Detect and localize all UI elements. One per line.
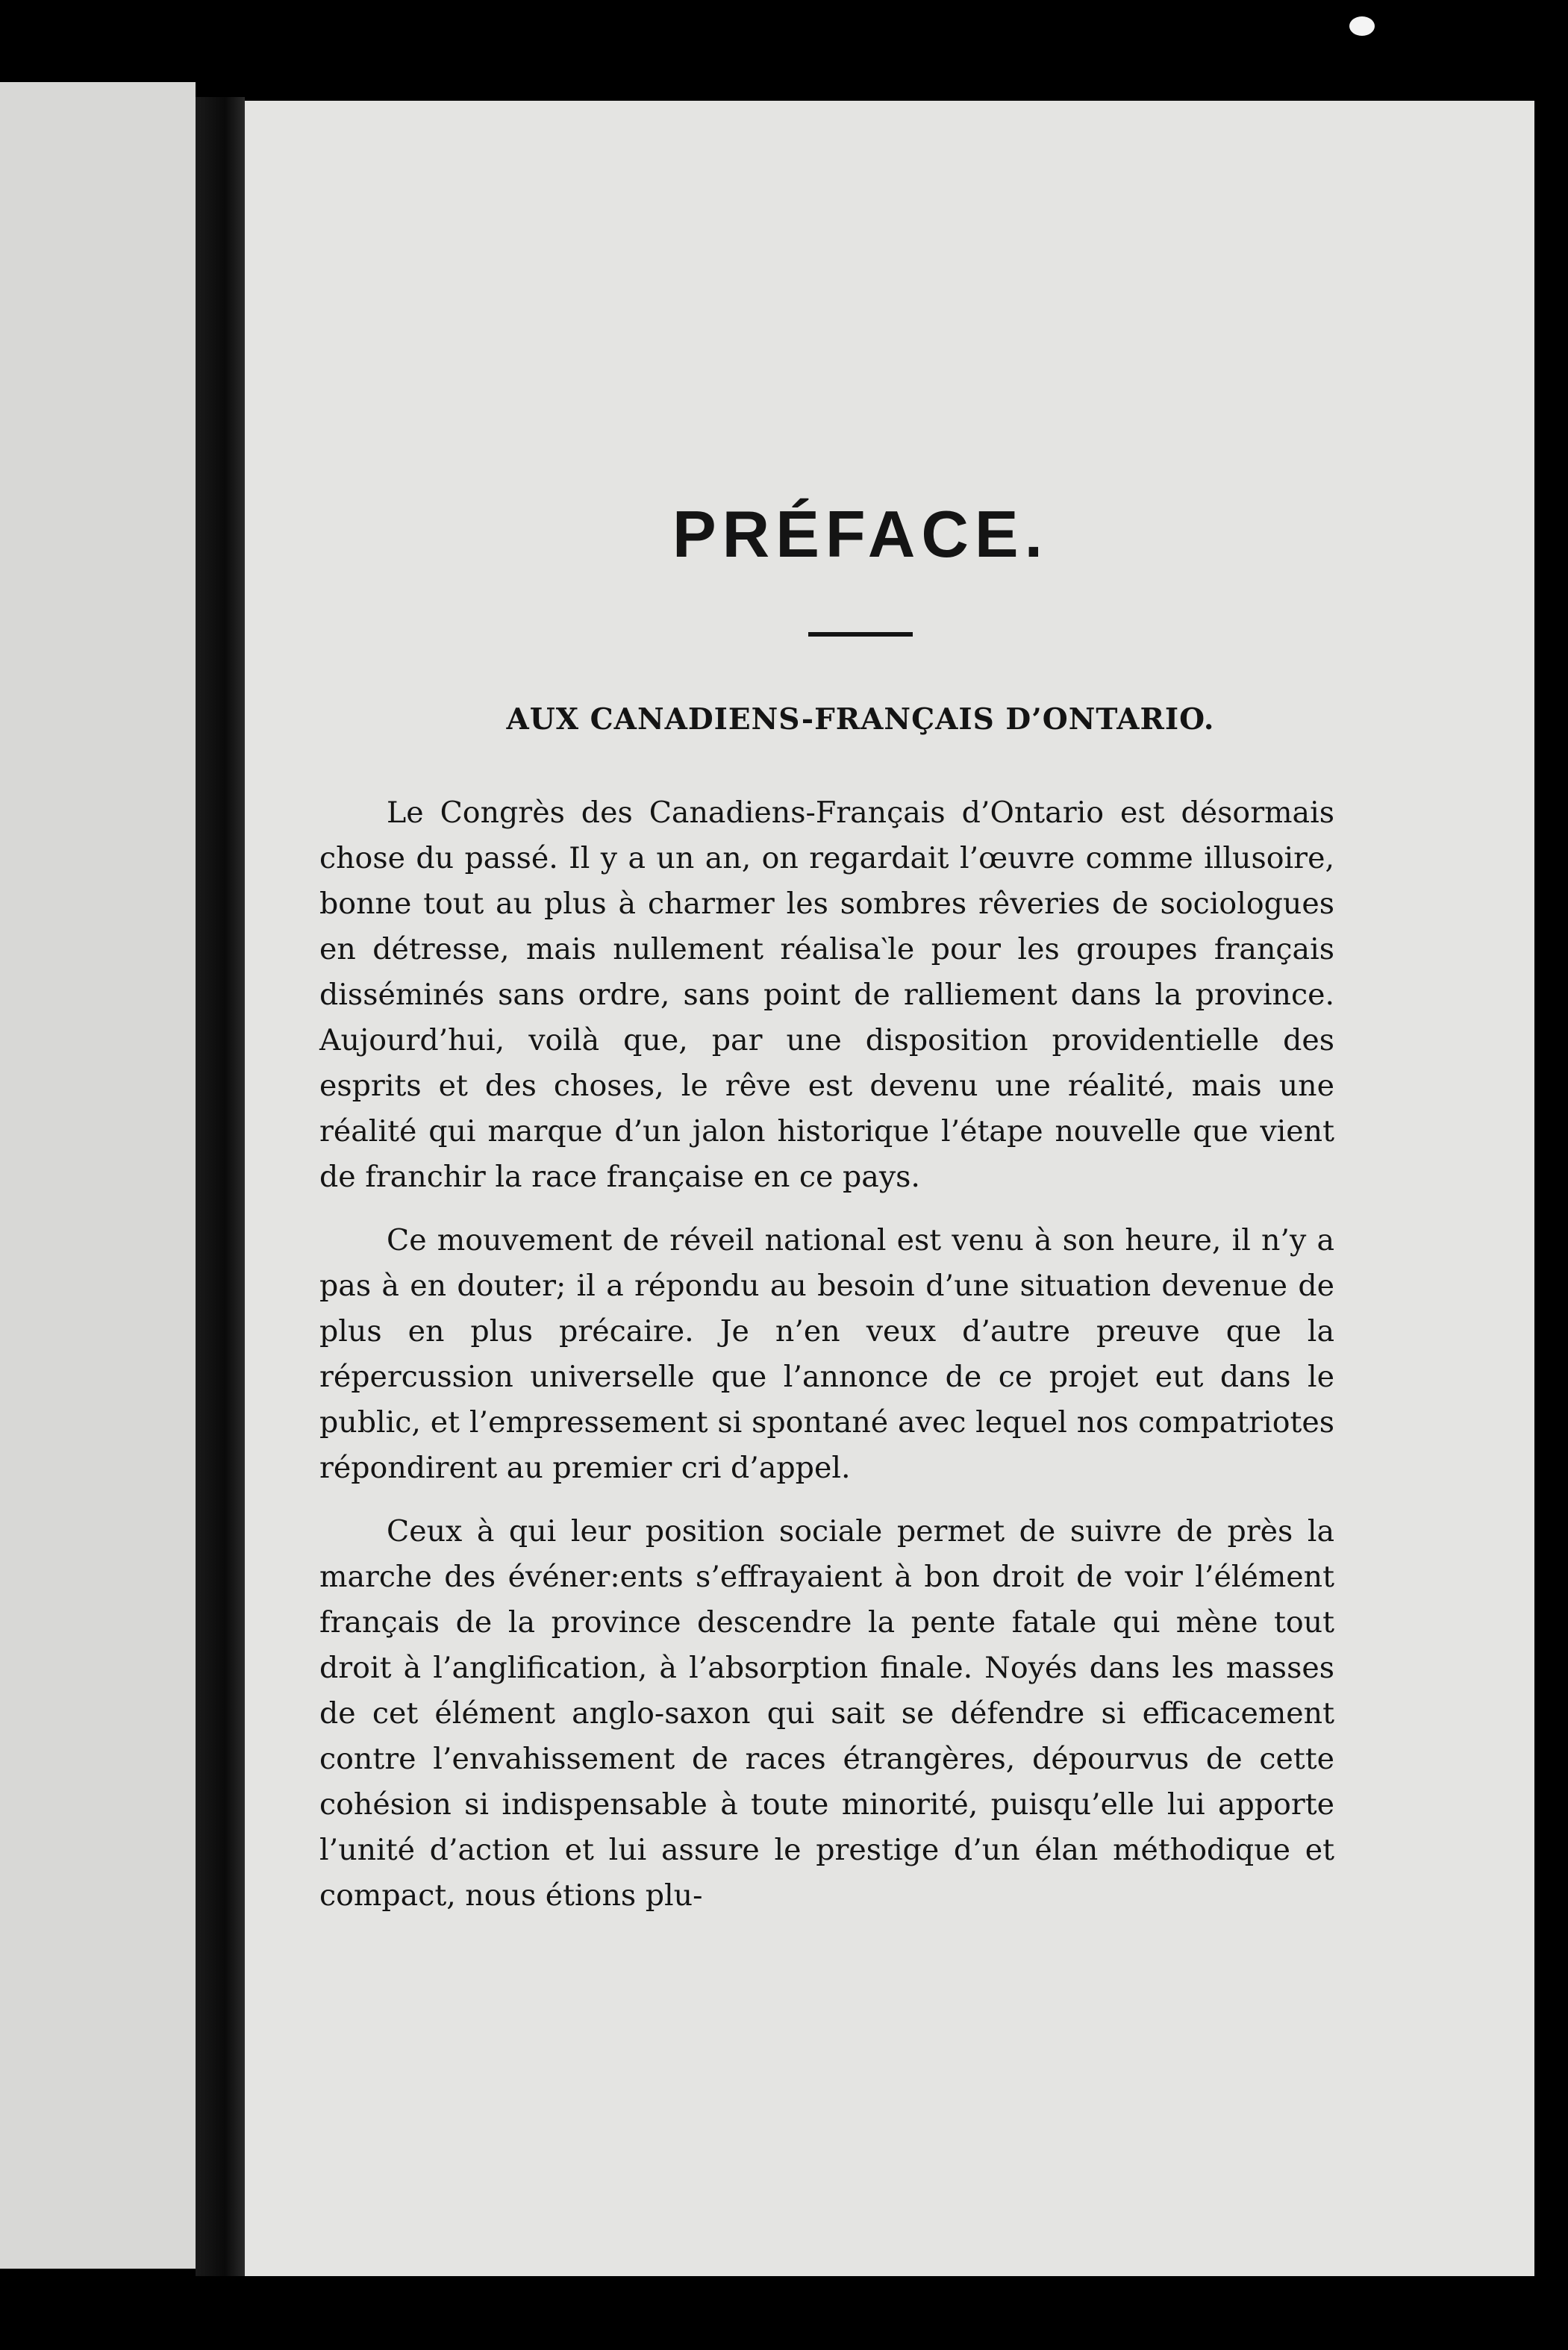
page-content [319, 496, 1334, 1913]
page-subtitle: AUX CANADIENS-FRANÇAIS D’ONTARIO. [506, 702, 1215, 737]
main-page [245, 101, 1534, 2276]
page-title: PRÉFACE. [672, 497, 1049, 571]
left-facing-page [0, 82, 196, 2269]
body-text [319, 790, 1334, 1913]
title-divider [808, 632, 913, 637]
scan-speck [1349, 16, 1375, 36]
paragraph-3: Ceux à qui leur position sociale permet de suivre de près la marche des événer:ents s’effrayaient à bon droit de voir l’élément français de la province descendre la pente fatale qui mène tout droit à l’anglification, à l’absorption finale. Noyés dans les masses de cet élément anglo-saxon qui sait se défendre si efficacement contre l’envahissement de races étrangères, dépourvus de cette cohésion si indispensable à toute minorité, puisqu’elle lui apporte l’unité d’action et lui assure le prestige d’un élan méthodique et compact, nous étions plu- [319, 1514, 1334, 1913]
paragraph-1: Le Congrès des Canadiens-Français d’Ontario est désormais chose du passé. Il y a un an, on regardait l’œuvre comme illusoire, bonne tout au plus à charmer les sombres rêveries de sociologues en détresse, mais nullement réalisa‵le pour les groupes français disséminés sans ordre, sans point de ralliement dans la province. Aujourd’hui, voilà que, par une disposition providentielle des esprits et des choses, le rêve est devenu une réalité, mais une réalité qui marque d’un jalon historique l’étape nouvelle que vient de franchir la race française en ce pays. [319, 796, 1334, 1194]
paragraph-2: Ce mouvement de réveil national est venu à son heure, il n’y a pas à en douter; il a répondu au besoin d’une situation devenue de plus en plus précaire. Je n’en veux d’autre preuve que la répercussion universelle que l’annonce de ce projet eut dans le public, et l’empressement si spontané avec lequel nos compatriotes répondirent au premier cri d’appel. [319, 1223, 1334, 1485]
binding-gutter [196, 97, 245, 2276]
